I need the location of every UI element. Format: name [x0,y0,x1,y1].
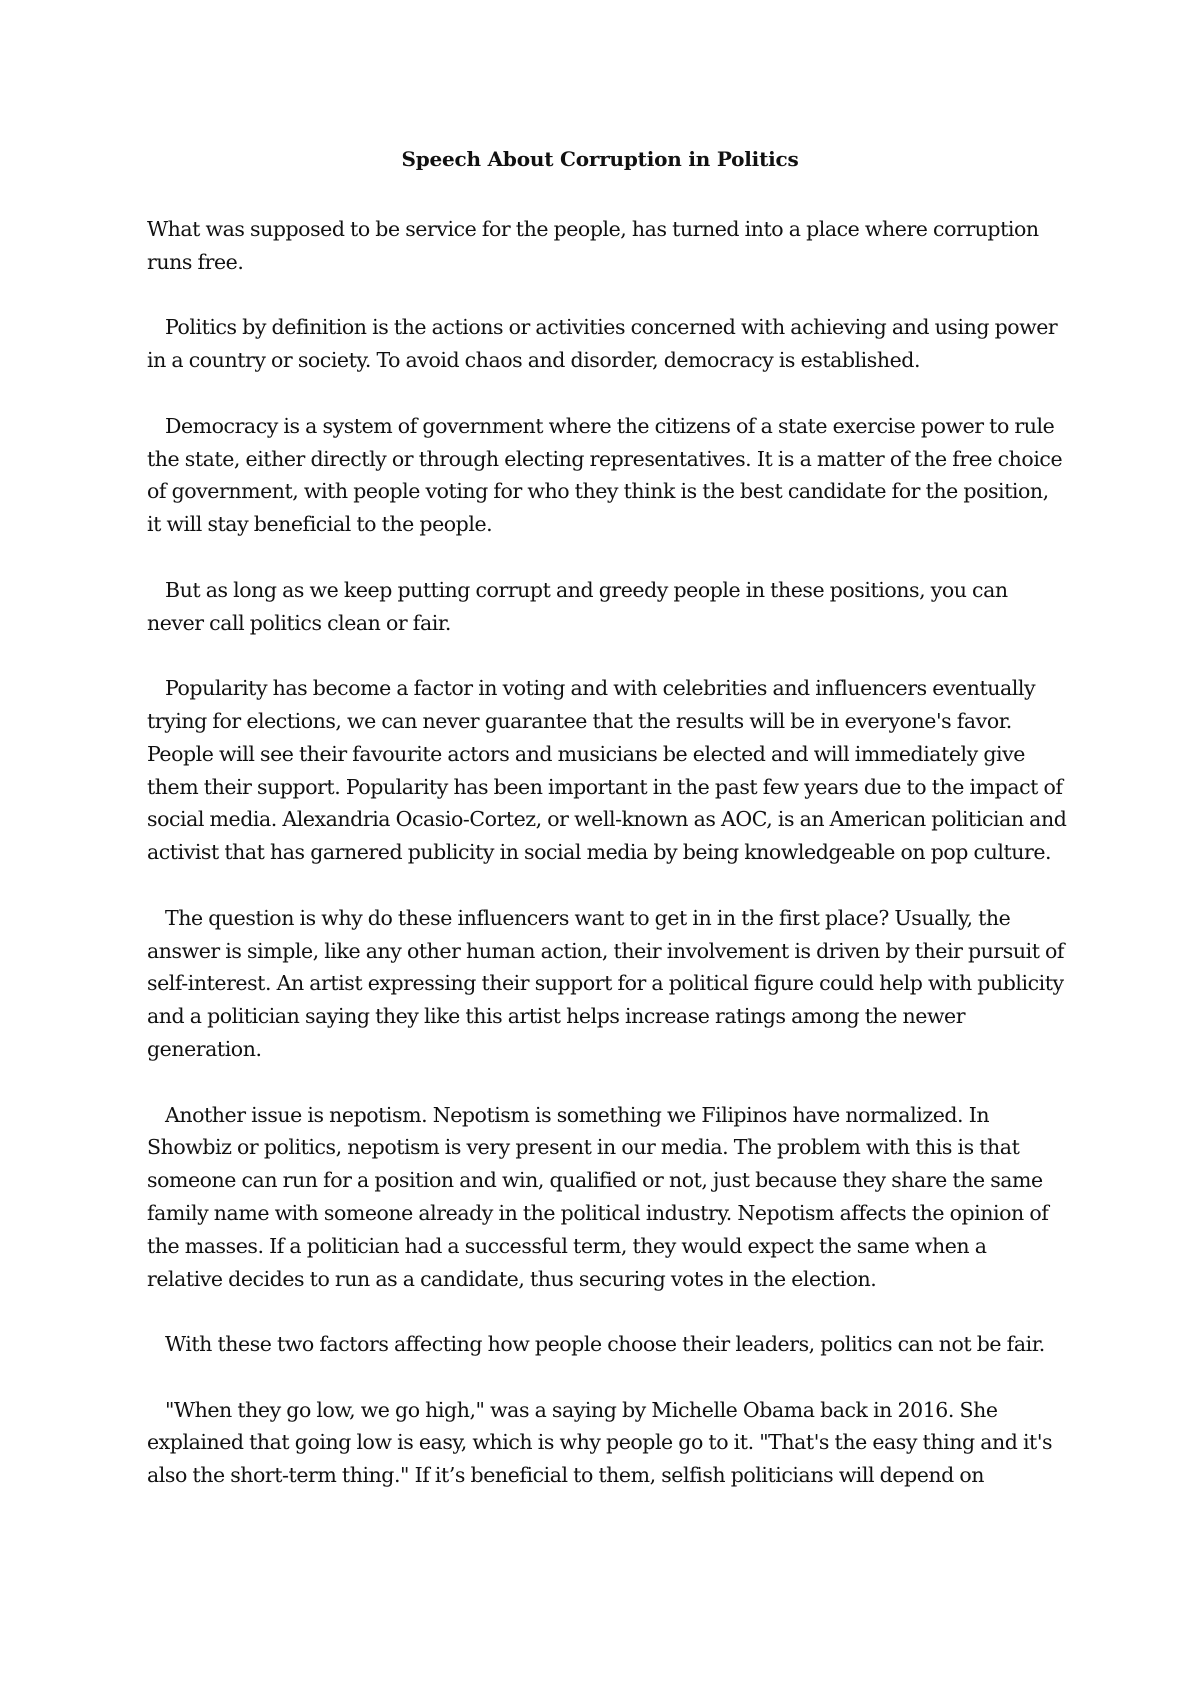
paragraph-popularity: Popularity has become a factor in voting and with celebrities and influencers eventually trying for elections, we can never guarantee that the results will be in everyone's favor. People will see their favourite actors and musicians be elected and will immediately give them their support. Popularity has been important in the past few years due to the impact of social media. Alexandria Ocasio-Cortez, or well-known as AOC, is an American politician and activist that has garnered publicity in social media by being knowledgeable on pop culture. [147,676,1067,865]
paragraph-corrupt-positions: But as long as we keep putting corrupt and greedy people in these positions, you can never call politics clean or fair. [147,577,1008,635]
document-body [147,213,1067,1525]
document-title: Speech About Corruption in Politics [401,147,799,171]
paragraph-two-factors: With these two factors affecting how people choose their leaders, politics can not be fair. [165,1332,1045,1357]
paragraph-nepotism: Another issue is nepotism. Nepotism is something we Filipinos have normalized. In Showbiz or politics, nepotism is very present in our media. The problem with this is that someone can run for a position and win, qualified or not, just because they share the same family name with someone already in the political industry. Nepotism affects the opinion of the masses. If a politician had a successful term, they would expect the same when a relative decides to run as a candidate, thus securing votes in the election. [147,1102,1049,1291]
paragraph-democracy: Democracy is a system of government where the citizens of a state exercise power to rule the state, either directly or through electing representatives. It is a matter of the free choice of government, with people voting for who they think is the best candidate for the position, it will stay beneficial to the people. [147,413,1063,537]
paragraph-politics-definition: Politics by definition is the actions or activities concerned with achieving and using power in a country or society. To avoid chaos and disorder, democracy is established. [147,315,1058,373]
paragraph-intro: What was supposed to be service for the people, has turned into a place where corruption runs free. [147,217,1039,274]
paragraph-influencers: The question is why do these influencers want to get in in the first place? Usually, the answer is simple, like any other human action, their involvement is driven by their pursuit of self-interest. An artist expressing their support for a political figure could help with publicity and a politician saying they like this artist helps increase ratings among the newer generation. [147,905,1065,1061]
paragraph-go-high: "When they go low, we go high," was a saying by Michelle Obama back in 2016. She explained that going low is easy, which is why people go to it. "That's the easy thing and it's also the short-term thing." If it’s beneficial to them, selfish politicians will depend on [147,1397,1053,1488]
